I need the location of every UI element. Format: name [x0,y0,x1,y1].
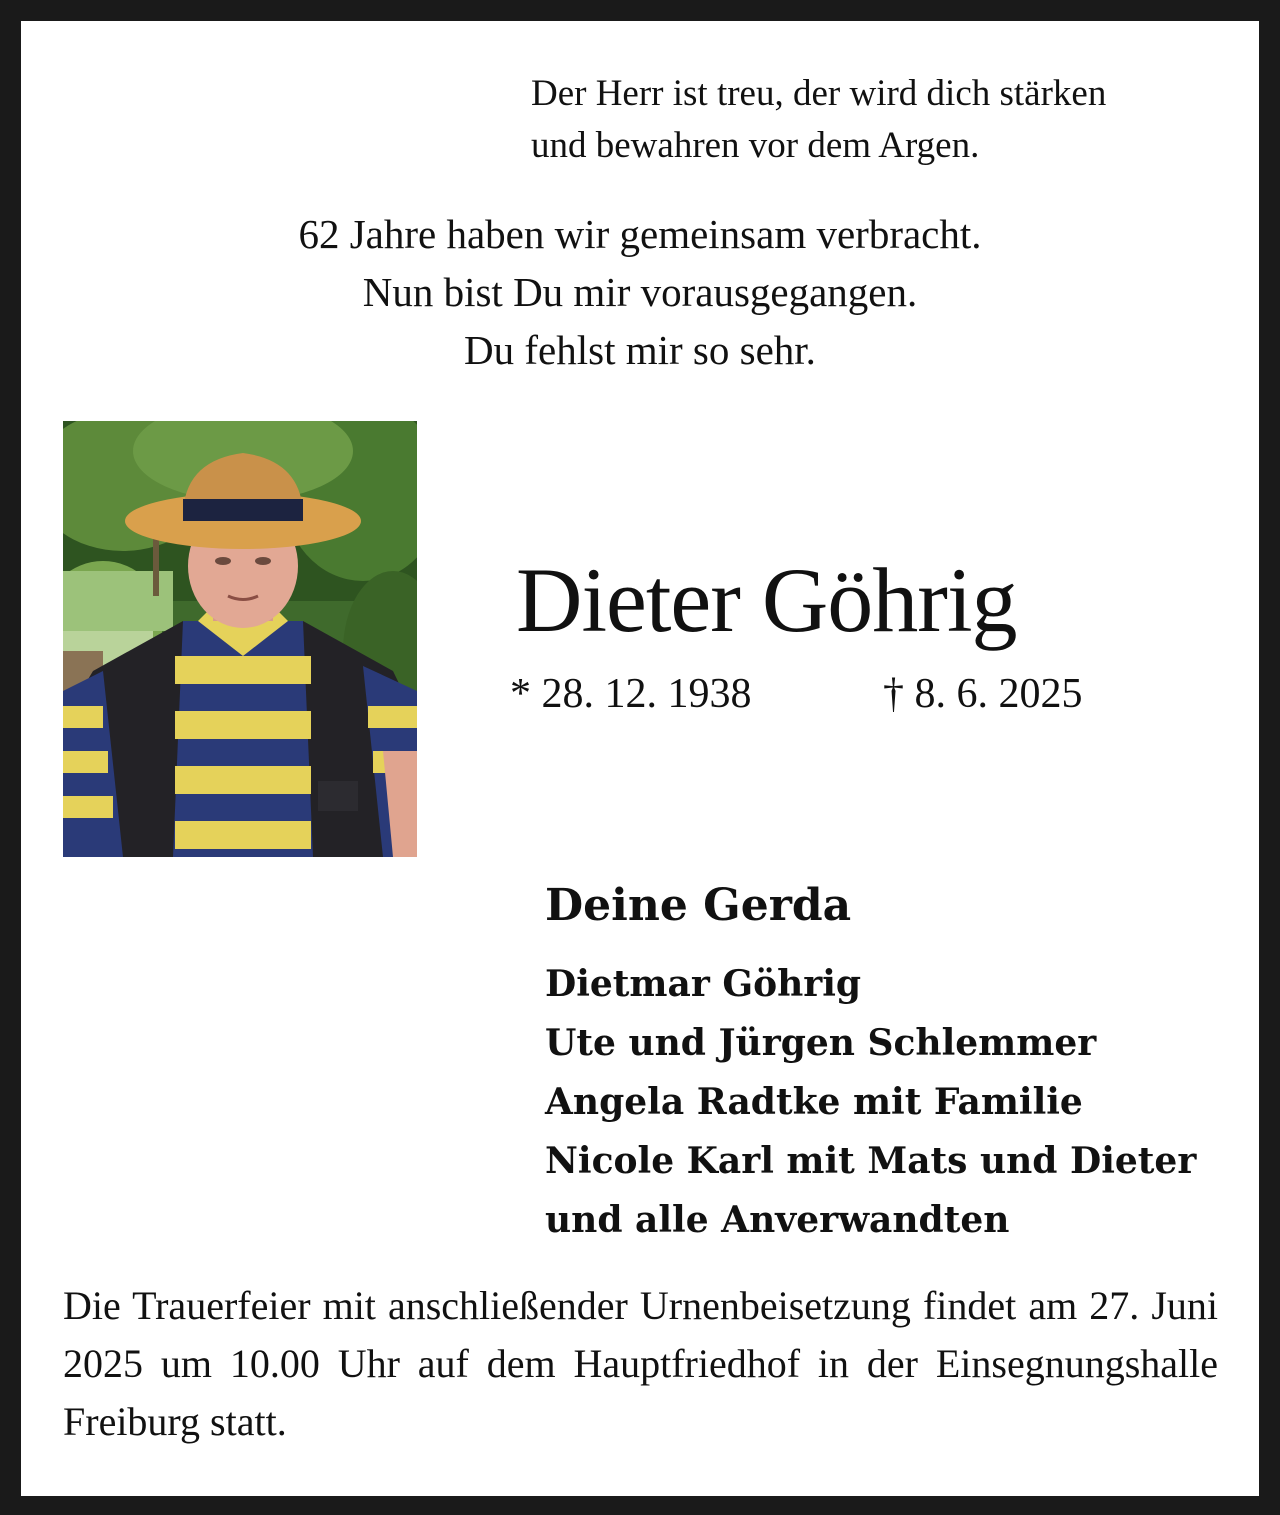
birth-date: * 28. 12. 1938 [510,671,752,717]
mourner-item: Dietmar Göhrig [545,963,862,1005]
dedication-line: 62 Jahre haben wir gemeinsam verbracht. [298,211,982,257]
mourners-list [545,955,1245,1250]
verse-line: Der Herr ist treu, der wird dich stärken [531,73,1107,114]
dedication-line: Du fehlst mir so sehr. [464,327,816,373]
mourner-item: und alle Anverwandten [545,1199,1010,1241]
mourner-item: Ute und Jürgen Schlemmer [545,1022,1097,1064]
portrait-photo [63,421,417,857]
primary-mourner: Deine Gerda [545,880,852,931]
deceased-name: Dieter Göhrig [516,549,1017,651]
bible-verse [531,68,1231,172]
dedication-line: Nun bist Du mir vorausgegangen. [362,269,918,315]
verse-line: und bewahren vor dem Argen. [531,125,980,166]
funeral-notice: Die Trauerfeier mit anschließender Urnenbeisetzung findet am 27. Juni 2025 um 10.00 Uhr auf dem Hauptfriedhof in der Einsegnungshalle Freiburg statt. [63,1283,1218,1444]
death-date: † 8. 6. 2025 [883,671,1083,717]
mourner-item: Nicole Karl mit Mats und Dieter [545,1140,1197,1182]
dedication-text [140,205,1140,379]
mourner-item: Angela Radtke mit Familie [545,1081,1083,1123]
